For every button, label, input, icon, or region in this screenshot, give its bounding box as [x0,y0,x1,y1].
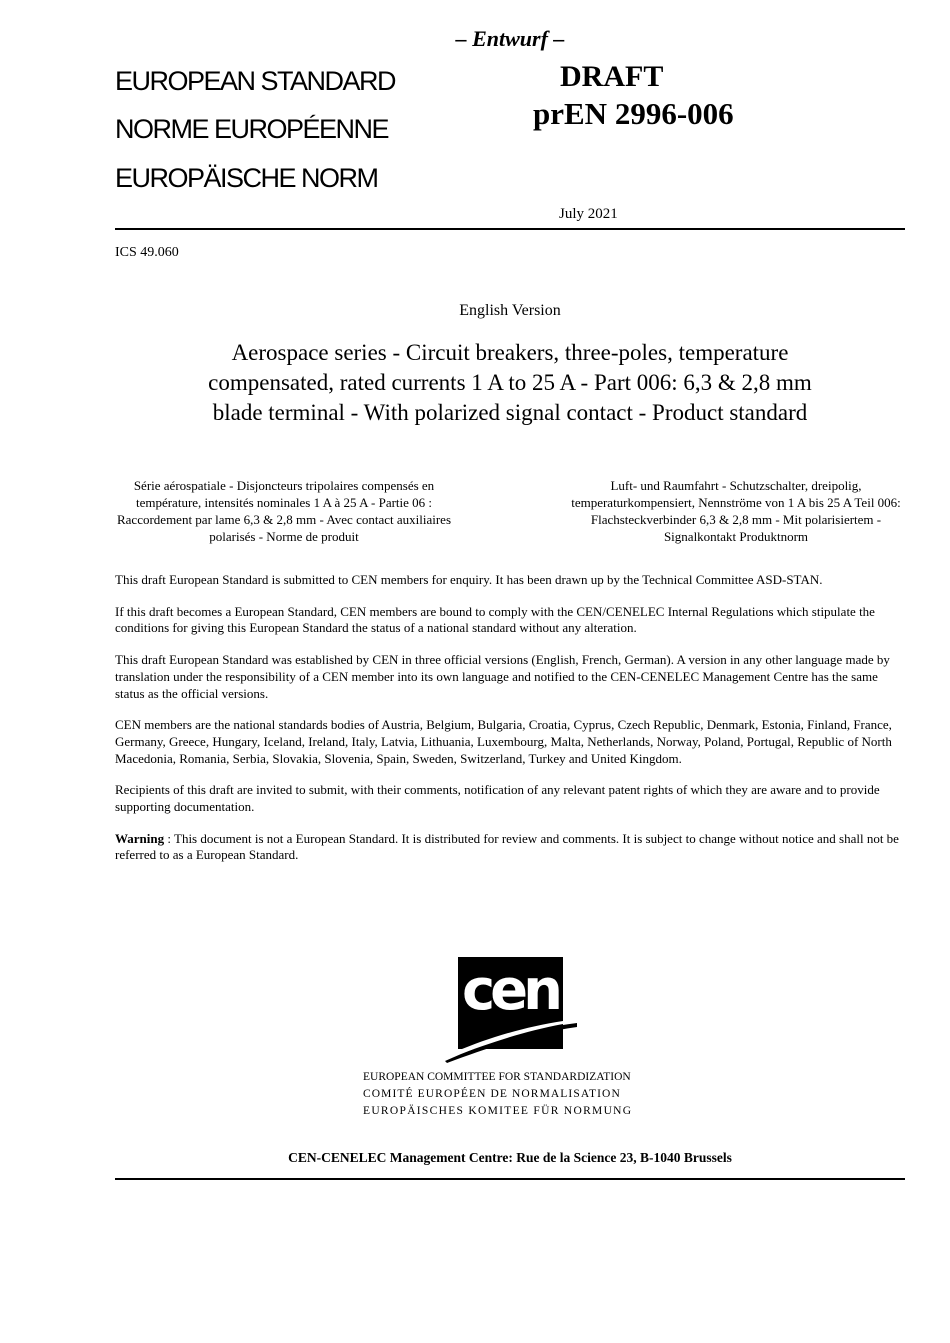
publication-date: July 2021 [559,206,618,222]
entwurf-label: – Entwurf – [455,26,565,51]
ics-code: ICS 49.060 [115,245,179,260]
body-paragraph: Recipients of this draft are invited to submit, with their comments, notification of any relevant patent rights of which they are aware and to provide supporting documentation. [115,782,880,815]
warning-label: Warning [115,830,165,846]
draft-label: DRAFT [560,60,664,93]
header-divider [115,228,905,230]
management-centre-address: CEN-CENELEC Management Centre: Rue de la Science 23, B-1040 Brussels [288,1150,732,1165]
body-paragraph: This draft European Standard is submitted to CEN members for enquiry. It has been drawn up by the Technical Committee ASD-STAN. [115,572,823,587]
logo-lettering: cen [461,958,559,1023]
footer-divider [115,1178,905,1180]
cen-logo [445,957,577,1063]
standard-name-en: EUROPEAN STANDARD [115,66,396,96]
body-paragraph: This draft European Standard was established by CEN in three official versions (English, French, German). A version in any other language made by translation under the responsibility of a CEN member into its own language and notified to the CEN-CENELEC Management Centre has the same status as the official versions. [115,652,890,701]
draft-number: prEN 2996-006 [533,96,734,131]
warning-text: : This document is not a European Standard. It is distributed for review and comments. It is subject to change without notice and shall not be referred to as a European Standard. [115,830,899,863]
language-version: English Version [459,302,561,319]
org-name-fr: COMITÉ EUROPÉEN DE NORMALISATION [363,1088,621,1100]
org-name-en: EUROPEAN COMMITTEE FOR STANDARDIZATION [363,1071,631,1083]
body-paragraph: If this draft becomes a European Standard, CEN members are bound to comply with the CEN/CENELEC Internal Regulations which stipulate the conditions for giving this European Standard the status of a national standard without any alteration. [115,603,875,636]
standard-name-de: EUROPÄISCHE NORM [115,163,378,193]
body-paragraph: CEN members are the national standards bodies of Austria, Belgium, Bulgaria, Croatia, Cyprus, Czech Republic, Denmark, Estonia, Finland, France, Germany, Greece, Hungary, Iceland, Ireland, Italy, Latvia, Lithuania, Luxembourg, Malta, Netherlands, Norway, Poland, Portugal, Republic of North Macedonia, Romania, Serbia, Slovakia, Slovenia, Spain, Sweden, Switzerland, Turkey and United Kingdom. [115,717,892,766]
title-german: Luft- und Raumfahrt - Schutzschalter, dreipolig, temperaturkompensiert, Nennströme von 1 A bis 25 A Teil 006: Flachsteckverbinder 6,3 & 2,8 mm - Mit polarisiertem - Signalkontakt Produktnorm [571,478,901,544]
org-name-de: EUROPÄISCHES KOMITEE FÜR NORMUNG [363,1105,633,1117]
standard-name-fr: NORME EUROPÉENNE [115,114,389,144]
document-title: Aerospace series - Circuit breakers, three-poles, temperature compensated, rated currents 1 A to 25 A - Part 006: 6,3 & 2,8 mm blade terminal - With polarized signal contact - Product standard [208,340,812,425]
title-french: Série aérospatiale - Disjoncteurs tripolaires compensés en température, intensités nominales 1 A à 25 A - Partie 06 : Raccordement par lame 6,3 & 2,8 mm - Avec contact auxiliaires polarisés - Norme de produit [116,478,452,544]
warning-paragraph [115,831,907,864]
document-body [115,572,907,879]
